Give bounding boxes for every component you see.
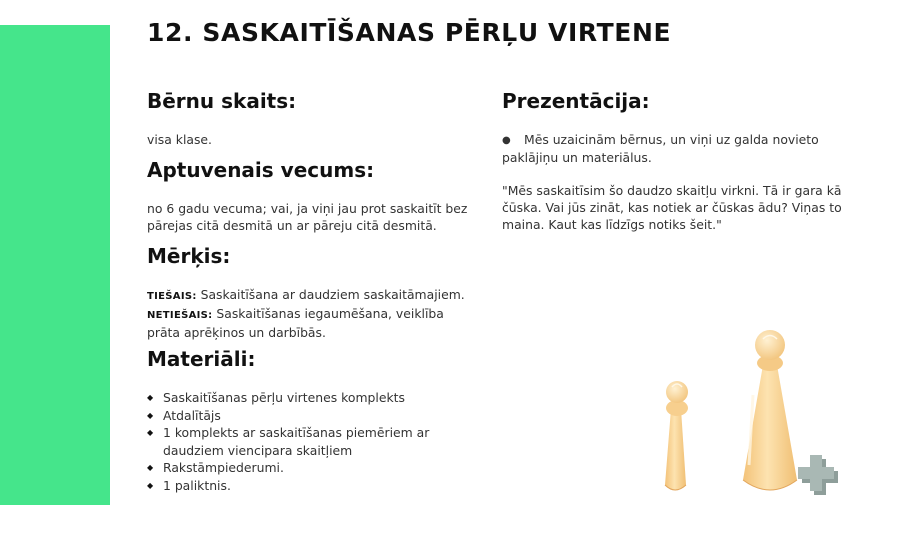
presentation-bullet: [502, 131, 847, 166]
green-accent-bar: [0, 25, 110, 505]
presentation-quote: "Mēs saskaitīsim šo daudzo skaitļu virkni. Tā ir gara kā čūska. Vai jūs zināt, kas notiek ar čūskas ādu? Viņas to maina. Kaut kas līdzīgs notiks šeit.": [502, 183, 842, 232]
small-cone-icon: [665, 381, 688, 490]
direct-text: Saskaitīšana ar daudziem saskaitāmajiem.: [200, 287, 465, 302]
list-item: ◆ 1 komplekts ar saskaitīšanas piemēriem ar daudziem viencipara skaitļiem: [147, 424, 487, 459]
materials-heading: Materiāli:: [147, 347, 256, 371]
list-item: ◆ Saskaitīšanas pērļu virtenes komplekts: [147, 389, 487, 407]
bead-illustration: [655, 325, 855, 510]
presentation-bullet-text: Mēs uzaicinām bērnus, un viņi uz galda novieto paklājiņu un materiālus.: [502, 132, 819, 165]
indirect-text: Saskaitīšanas iegaumēšana, veiklība prāta aprēķinos un darbībās.: [147, 306, 444, 340]
list-item: ◆ 1 paliktnis.: [147, 477, 487, 495]
bullet-dot: ●: [502, 135, 511, 146]
direct-label: TIEŠAIS:: [147, 291, 197, 302]
materials-list: [147, 389, 487, 494]
indirect-label: NETIEŠAIS:: [147, 310, 213, 321]
age-text: no 6 gadu vecuma; vai, ja viņi jau prot saskaitīt bez pārejas citā desmitā un ar pāreju citā desmitā.: [147, 201, 468, 233]
page-title: 12. SASKAITĪŠANAS PĒRĻU VIRTENE: [147, 18, 672, 47]
age-heading: Aptuvenais vecums:: [147, 158, 375, 182]
goal-heading: Mērķis:: [147, 244, 231, 268]
goal-indirect: [147, 305, 477, 341]
children-text: visa klase.: [147, 132, 212, 147]
list-item: ◆ Rakstāmpiederumi.: [147, 459, 487, 477]
goal-text: [147, 286, 477, 341]
presentation-heading: Prezentācija:: [502, 89, 650, 113]
children-heading: Bērnu skaits:: [147, 89, 297, 113]
plus-icon: [798, 455, 838, 495]
goal-direct: [147, 286, 477, 305]
large-cone-icon: [743, 330, 797, 490]
list-item: ◆ Atdalītājs: [147, 407, 487, 425]
